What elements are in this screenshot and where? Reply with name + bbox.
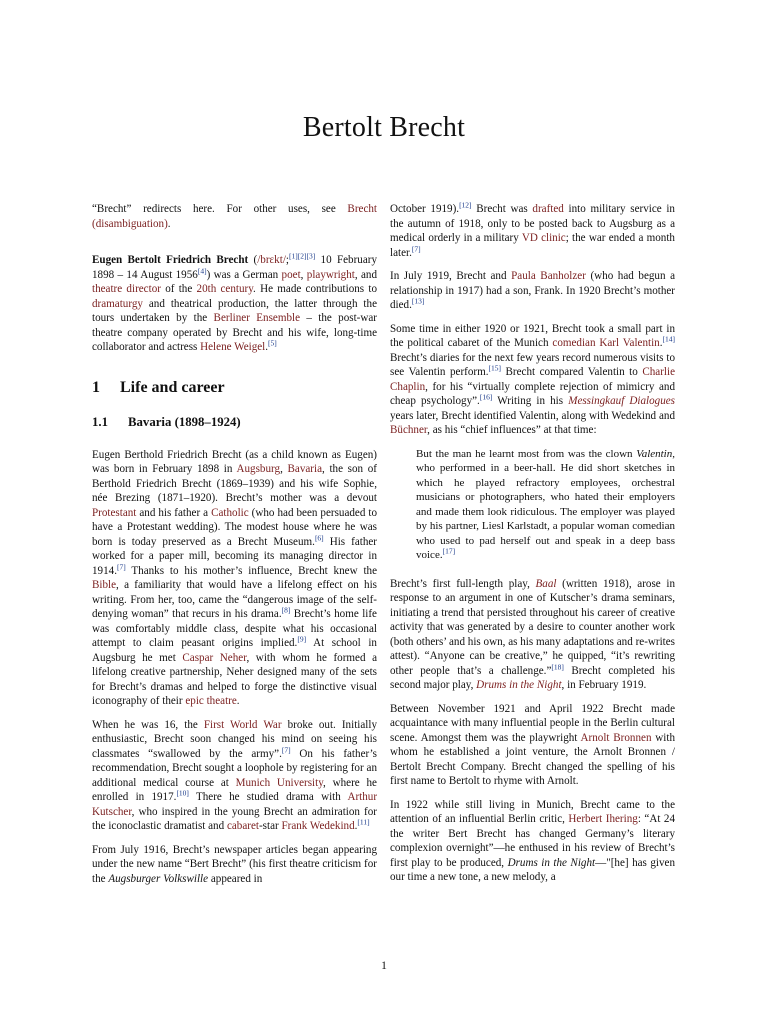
link-poet[interactable]: poet <box>281 268 301 281</box>
paragraph-herbert-ihering: In 1922 while still living in Munich, Brecht came to the attention of an influential Berlin critic, Herbert Ihering: “At 24 the writer Bert Brecht has changed Germany’s literary complexion overnight”—he enthused in his review of Brecht’s first play to be produced, Drums in the Night—"[he] has given our time a new tone, a new melody, a <box>390 798 675 883</box>
link-herbert-ihering[interactable]: Herbert Ihering <box>568 813 638 825</box>
page-number: 1 <box>381 960 387 972</box>
link-baal[interactable]: Baal <box>535 577 557 590</box>
article-subject-name: Eugen Bertolt Friedrich Brecht <box>92 254 249 266</box>
link-playwright[interactable]: playwright <box>306 268 355 281</box>
right-column <box>390 202 675 894</box>
citation-4[interactable]: [4] <box>197 265 207 275</box>
citation-12[interactable]: [12] <box>459 200 472 210</box>
link-catholic[interactable]: Catholic <box>211 506 249 519</box>
citation-8[interactable]: [8] <box>281 605 291 615</box>
citation-15[interactable]: [15] <box>488 363 501 373</box>
link-augsburg[interactable]: Augsburg <box>236 463 281 475</box>
citation-7[interactable]: [7] <box>116 561 126 571</box>
link-dramaturgy[interactable]: dramaturgy <box>92 297 143 310</box>
link-theatre-director[interactable]: theatre director <box>92 283 161 295</box>
link-buchner[interactable]: Büchner <box>390 424 428 436</box>
italic-drums-in-the-night: Drums in the Night <box>507 856 596 869</box>
page-title: Bertolt Brecht <box>302 112 466 143</box>
citation-6[interactable]: [6] <box>314 532 324 542</box>
link-berliner-ensemble[interactable]: Berliner Ensemble <box>213 312 300 324</box>
paragraph-berlin-scene: Between November 1921 and April 1922 Brecht made acquaintance with many influential people in the Berlin cultural scene. Amongst them was the playwright Arnolt Bronnen with whom he established a joint venture, the Arnolt Bronnen / Bertolt Brecht Company. Brecht changed the spelling of his first name to Bertolt to rhyme with Arnolt. <box>390 702 675 787</box>
link-frank-wedekind[interactable]: Frank Wedekind <box>281 820 355 832</box>
citation-10[interactable]: [10] <box>176 788 189 798</box>
citation-1[interactable]: [1] <box>289 251 298 261</box>
section-heading-life-and-career: 1 Life and career <box>92 378 225 396</box>
paragraph-baal: Brecht’s first full-length play, Baal (written 1918), arose in response to an argument in one of Kutscher’s drama seminars, initiating a trend that persisted throughout his career of creative activity that was generated by a desire to counter another work (both others’ and his own, as his many adaptations and re-writes attest). “Anyone can be creative,” he quipped, “it’s rewriting other people that’s a challenge.”[18] Brecht completed his second major play, Drums in the Night, in February 1919. <box>390 577 675 691</box>
link-cabaret[interactable]: cabaret <box>226 820 259 832</box>
citation-3[interactable]: [3] <box>306 251 316 261</box>
citation-18[interactable]: [18] <box>551 661 564 671</box>
paragraph-bavaria-3: From July 1916, Brecht’s newspaper articles began appearing under the new name “Bert Brecht” (his first theatre criticism for the Augsburger Volkswille appeared in <box>92 843 377 885</box>
link-arthur-kutscher[interactable]: Arthur Kutscher <box>92 791 378 818</box>
link-ipa-pronunciation[interactable]: /brɛkt/ <box>257 254 286 266</box>
paragraph-bavaria-2: When he was 16, the First World War broke out. Initially enthusiastic, Brecht soon changed his mind on seeing his classmates “swallowed by the army”.[7] On his father’s recommendation, Brecht sought a loophole by registering for an additional medical course at Munich University, where he enrolled in 1917.[10] There he studied drama with Arthur Kutscher, who inspired in the young Brecht an admiration for the iconoclastic dramatist and cabaret-star Frank Wedekind.[11] <box>92 718 378 832</box>
citation-17[interactable]: [17] <box>442 546 456 556</box>
link-messingkauf-dialogues[interactable]: Messingkauf Dialogues <box>568 395 675 407</box>
intro-paragraph: Eugen Bertolt Friedrich Brecht (/brɛkt/;[1][2][3] 10 February 1898 – 14 August 1956[4]) was a German poet, playwright, and theatre director of the 20th century. He made contributions to dramaturgy and theatrical production, the latter through the tours undertaken by the Berliner Ensemble – the post-war theatre company operated by Brecht and his wife, long-time collaborator and actress Helene Weigel.[5] <box>92 251 377 353</box>
link-helene-weigel[interactable]: Helene Weigel <box>200 341 266 353</box>
block-quote-valentin: But the man he learnt most from was the clown Valentin, who performed in a beer-hall. He did short sketches in which he played refractory employees, orchestral musicians or photographers, who hated their employers and made them look ridiculous. The employer was played by his partner, Liesl Karlstadt, a popular woman comedian who used to pad herself out and speak in a deep bass voice.[17] <box>416 447 675 561</box>
link-epic-theatre[interactable]: epic theatre <box>185 695 237 707</box>
link-first-world-war[interactable]: First World War <box>203 718 282 731</box>
citation-14[interactable]: [14] <box>662 334 675 344</box>
left-column <box>92 202 377 895</box>
link-drums-in-the-night[interactable]: Drums in the Night <box>476 679 562 691</box>
hatnote: “Brecht” redirects here. For other uses, see Brecht (disambiguation). <box>92 203 377 230</box>
link-protestant[interactable]: Protestant <box>92 506 137 519</box>
citation-11[interactable]: [11] <box>357 817 370 827</box>
citation-2[interactable]: [2] <box>297 251 307 261</box>
paragraph-bavaria-1: Eugen Berthold Friedrich Brecht (as a child known as Eugen) was born in February 1898 in Augsburg, Bavaria, the son of Berthold Friedrich Brecht (1869–1939) and his wife Sophie, née Brezing (1871–1920). Brecht’s mother was a devout Protestant and his father a Catholic (who had been persuaded to have a Protestant wedding). The modest house where he was born is today preserved as a Brecht Museum.[6] His father worked for a paper mill, becoming its managing director in 1914.[7] Thanks to his mother’s influence, Brecht knew the Bible, a familiarity that would have a lifelong effect on his writing. From her, too, came the “dangerous image of the self-denying woman” that recurs in his drama.[8] Brecht’s home life was comfortably middle class, despite what his occasional attempt to claim peasant origins implied.[9] At school in Augsburg he met Caspar Neher, with whom he formed a lifelong creative partnership, Neher designed many of the sets for Brecht’s dramas and helped to forge the distinctive visual iconography of their epic theatre. <box>92 448 378 707</box>
italic-valentin: Valentin <box>636 447 673 460</box>
paragraph-karl-valentin: Some time in either 1920 or 1921, Brecht took a small part in the political cabaret of the Munich comedian Karl Valentin.[14] Brecht’s diaries for the next few years record numerous visits to see Valentin perform.[15] Brecht compared Valentin to Charlie Chaplin, for his “virtually complete rejection of mimicry and cheap psychology”.[16] Writing in his Messingkauf Dialogues years later, Brecht identified Valentin, along with Wedekind and Büchner, as his “chief influences” at that time: <box>390 322 676 436</box>
link-caspar-neher[interactable]: Caspar Neher <box>182 651 247 664</box>
citation-13[interactable]: [13] <box>411 296 425 306</box>
link-arnolt-bronnen[interactable]: Arnolt Bronnen <box>580 731 652 744</box>
link-vd-clinic[interactable]: VD clinic <box>521 232 566 244</box>
paragraph-military-service: October 1919).[12] Brecht was drafted into military service in the autumn of 1918, only to be posted back to Augsburg as a medical orderly in a military VD clinic; the war ended a month later.[7] <box>390 200 675 259</box>
link-20th-century[interactable]: 20th century <box>196 283 254 295</box>
link-drafted[interactable]: drafted <box>532 203 564 215</box>
link-paula-banholzer[interactable]: Paula Banholzer <box>511 270 586 282</box>
subsection-heading-bavaria: 1.1 Bavaria (1898–1924) <box>92 415 241 429</box>
citation-9[interactable]: [9] <box>297 634 307 644</box>
link-munich-university[interactable]: Munich University <box>235 776 324 789</box>
link-bible[interactable]: Bible <box>92 579 117 591</box>
citation-5[interactable]: [5] <box>268 338 277 348</box>
link-bavaria[interactable]: Bavaria <box>287 463 323 475</box>
link-charlie-chaplin[interactable]: Charlie Chaplin <box>390 366 676 393</box>
citation-7[interactable]: [7] <box>411 243 421 253</box>
link-comedian-karl-valentin[interactable]: comedian Karl Valentin <box>552 337 660 349</box>
italic-augsburger-volkswille: Augsburger Volkswille <box>108 872 209 885</box>
paragraph-son-frank: In July 1919, Brecht and Paula Banholzer (who had begun a relationship in 1917) had a son, Frank. In 1920 Brecht’s mother died.[13] <box>390 270 675 311</box>
citation-7[interactable]: [7] <box>281 744 291 754</box>
citation-16[interactable]: [16] <box>479 392 493 402</box>
link-brecht-disambiguation[interactable]: Brecht (disambiguation) <box>92 203 377 230</box>
